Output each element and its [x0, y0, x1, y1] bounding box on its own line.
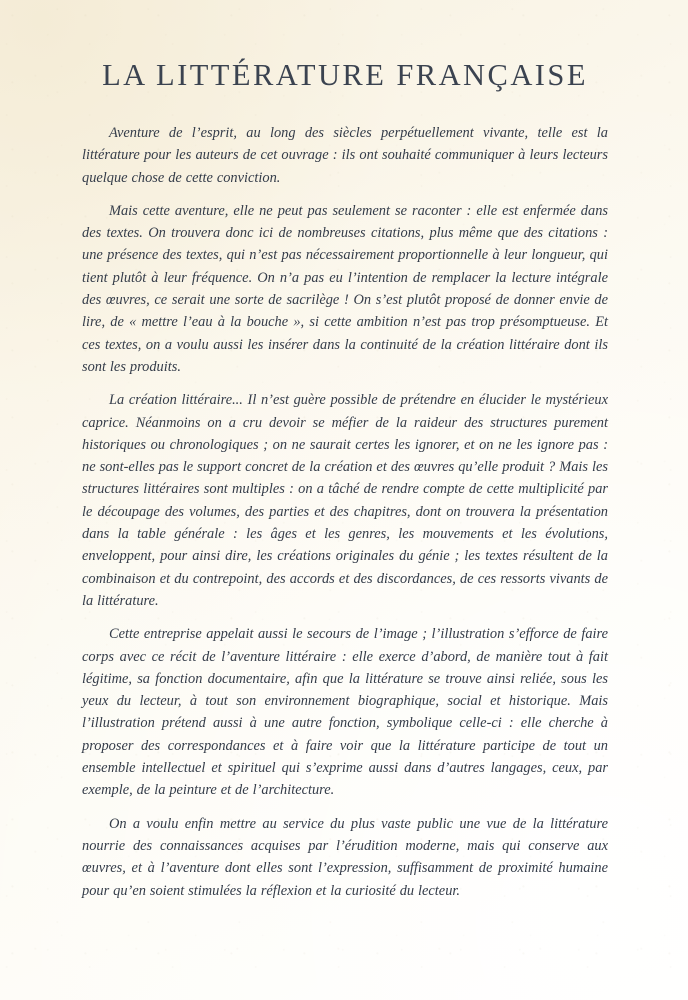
paragraph-1: Aventure de l’esprit, au long des siècles perpétuellement vivante, telle est la littérature pour les auteurs de cet ouvrage : ils ont souhaité communiquer à leurs lecteurs quelque chose de cette conviction. [82, 125, 608, 186]
paragraph-5: On a voulu enfin mettre au service du plus vaste public une vue de la littérature nourrie des connaissances acquises par l’érudition moderne, mais qui conserve aux œuvres, et à l’aventure dont elles sont l’expression, suffisamment de proximité humaine pour qu’en soient stimulées la réflexion et la curiosité du lecteur. [82, 815, 608, 899]
paragraph-3: La création littéraire... Il n’est guère possible de prétendre en élucider le mystérieux caprice. Néanmoins on a cru devoir se méfier de la raideur des structures purement historiques ou chronologiques ; on ne saurait certes les ignorer, et on ne les ignore pas : ne sont-elles pas le support concret de la création et des œuvres qu’elle produit ? Mais les structures littéraires sont multiples : on a tâché de rendre compte de cette multiplicité par le découpage des volumes, des parties et des chapitres, dont on trouvera la présentation dans la table générale : les âges et les genres, les mouvements et les évolutions, enveloppent, pour ainsi dire, les créations originales du génie ; les textes résultent de la combinaison et du contrepoint, des accords et des discordances, de ces ressorts vivants de la littérature. [82, 392, 608, 609]
paragraph-2: Mais cette aventure, elle ne peut pas seulement se raconter : elle est enfermée dans des textes. On trouvera donc ici de nombreuses citations, plus même que des citations : une présence des textes, qui n’est pas nécessairement proportionnelle à leur longueur, qui tient plutôt à leur fréquence. On n’a pas eu l’intention de remplacer la lecture intégrale des œuvres, ce serait une sorte de sacrilège ! On s’est plutôt proposé de donner envie de lire, de « mettre l’eau à la bouche », si cette ambition n’est pas trop présomptueuse. Et ces textes, on a voulu aussi les insérer dans la continuité de la création littéraire dont ils sont les produits. [82, 202, 608, 375]
body-text-block [82, 122, 608, 902]
paragraph-4: Cette entreprise appelait aussi le secours de l’image ; l’illustration s’efforce de faire corps avec ce récit de l’aventure littéraire : elle exerce d’abord, de manière tout à fait légitime, sa fonction documentaire, afin que la littérature se trouve ainsi reliée, sous les yeux du lecteur, à tout son environnement biographique, social et historique. Mais l’illustration prétend aussi à une autre fonction, symbolique celle-ci : elle cherche à proposer des correspondances et à faire voir que la littérature participe de tout un ensemble intellectuel et spirituel qui s’exprime aussi dans d’autres langages, ceux, par exemple, de la peinture et de l’architecture. [82, 626, 608, 799]
page-title: LA LITTÉRATURE FRANÇAISE [102, 58, 588, 92]
